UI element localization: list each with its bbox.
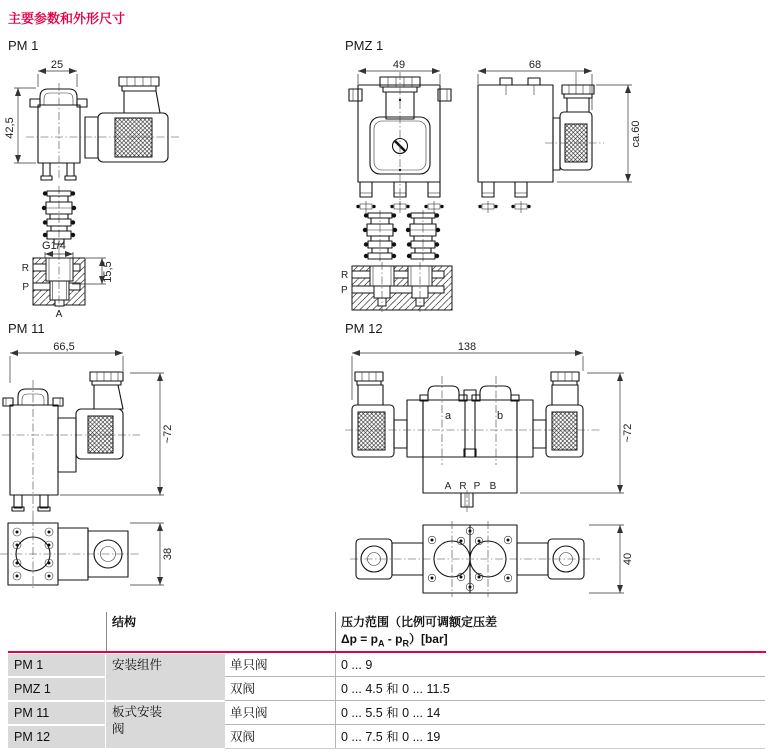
pm12-drawing [340, 340, 770, 620]
pm1-thread-dimension [42, 240, 73, 258]
model-label-pm1: PM 1 [14, 658, 44, 672]
pm1-dimension-width [38, 59, 77, 87]
pm1-port-p-label: P [22, 282, 29, 293]
pm11-dimension-height [60, 373, 174, 495]
pm1-dim-height-text: 42,5 [4, 117, 16, 139]
pmz1-foot-studs [356, 201, 530, 213]
pm12-dim-width-text: 138 [457, 341, 477, 353]
pm11-crosshatch-area [88, 416, 113, 453]
pm1-port-a-label: A [55, 309, 63, 320]
pm1-thread-text: G1/4 [42, 240, 66, 252]
pmz1-dimension-width-front [358, 59, 440, 84]
pm11-side-view [2, 372, 140, 520]
pm12-crosshatch-left [358, 412, 385, 450]
pm12-dimension-width [352, 341, 583, 400]
pressure-value-row3: 0 ... 5.5 和 0 ... 14 [341, 706, 441, 720]
pmz1-port-p-label: P [341, 285, 348, 296]
pm11-dim-height-text: ~72 [162, 424, 174, 444]
pressure-value-row4: 0 ... 7.5 和 0 ... 19 [341, 730, 441, 744]
table-header-pressure [341, 614, 497, 652]
pm12-port-r-label: R [459, 481, 467, 492]
subscript-r: R [402, 638, 409, 649]
pm12-port-b-label: B [489, 481, 497, 492]
table-header-structure: 结构 [112, 615, 137, 629]
page-title: 主要参数和外形尺寸 [8, 11, 126, 26]
structure-label-group1: 安装组件 [112, 658, 163, 672]
pm1-solenoid-connector [26, 77, 180, 162]
pm12-port-p-label: P [473, 481, 481, 492]
table-header-pressure-line2: $\Delta p = p_A - p_R)[bar]$ [341, 632, 448, 649]
valve-type-row2: 双阀 [230, 682, 256, 696]
figure-label-pmz1: PMZ 1 [345, 38, 384, 53]
pm11-bottom-view [0, 518, 140, 590]
model-label-pm12: PM 12 [14, 730, 51, 744]
pm12-dim-bottom-height-text: 40 [622, 552, 634, 566]
row-separator-4 [225, 748, 765, 749]
row-separator-1 [225, 676, 765, 677]
pmz1-front-view [349, 72, 451, 205]
pmz1-cartridge-right [406, 210, 440, 262]
pmz1-dim-height-text: ca.60 [630, 120, 642, 148]
valve-type-row3: 单只阀 [230, 706, 268, 720]
pmz1-port-r-label: R [341, 270, 349, 281]
row-separator-3 [225, 724, 765, 725]
pressure-value-row2: 0 ... 4.5 和 0 ... 11.5 [341, 682, 450, 696]
figure-label-pm1: PM 1 [8, 38, 39, 53]
table-header-rule [8, 651, 766, 653]
pm12-port-a-label: A [444, 481, 452, 492]
pmz1-manifold-section [341, 262, 452, 312]
figure-label-pm12: PM 12 [345, 321, 383, 336]
pm1-drawing [0, 55, 340, 320]
pm11-drawing [0, 340, 340, 605]
pm12-front-view [345, 372, 600, 512]
pm1-port-r-label: R [21, 263, 29, 274]
pm12-coil-a-label: a [444, 410, 452, 422]
valve-type-row4: 双阀 [230, 730, 256, 744]
pressure-value-row1: 0 ... 9 [341, 658, 373, 672]
row-separator-2 [225, 700, 765, 701]
pm12-coil-b-label: b [496, 410, 504, 422]
pm11-dim-bottom-height-text: 38 [162, 547, 174, 561]
table-header-divider-2 [335, 612, 336, 651]
pmz1-dim-width-front-text: 49 [392, 59, 406, 71]
model-label-pm11: PM 11 [14, 706, 50, 720]
pm1-valve-body [30, 83, 87, 180]
table-header-pressure-line1: 压力范围（比例可调额定压差 [341, 615, 498, 629]
structure-label-group2: 板式安装阀 [112, 705, 163, 736]
value-column-divider [335, 654, 336, 748]
table-header-divider-1 [106, 612, 107, 651]
pm11-dim-width-text: 66,5 [53, 341, 75, 353]
pmz1-dim-width-side-text: 68 [528, 59, 542, 71]
figure-label-pm11: PM 11 [8, 321, 45, 336]
pmz1-side-view [478, 72, 604, 197]
pm12-dim-height-text: ~72 [622, 423, 634, 443]
subscript-a: A [377, 638, 385, 649]
pm12-bottom-view [350, 521, 600, 597]
pm11-dimension-width [10, 341, 123, 383]
valve-type-row1: 单只阀 [230, 658, 268, 672]
pm1-dim-port-depth-text: 15,5 [102, 261, 114, 283]
model-label-pmz1: PMZ 1 [14, 682, 51, 696]
pmz1-drawing [340, 55, 770, 320]
pm12-crosshatch-right [552, 412, 577, 450]
pm1-dim-width-text: 25 [50, 59, 64, 71]
pm1-crosshatch-area [115, 118, 152, 157]
pm1-mounting-block-section [22, 252, 85, 320]
pmz1-cartridge-left [363, 210, 397, 262]
pm12-dimension-bottom-height [589, 525, 634, 593]
